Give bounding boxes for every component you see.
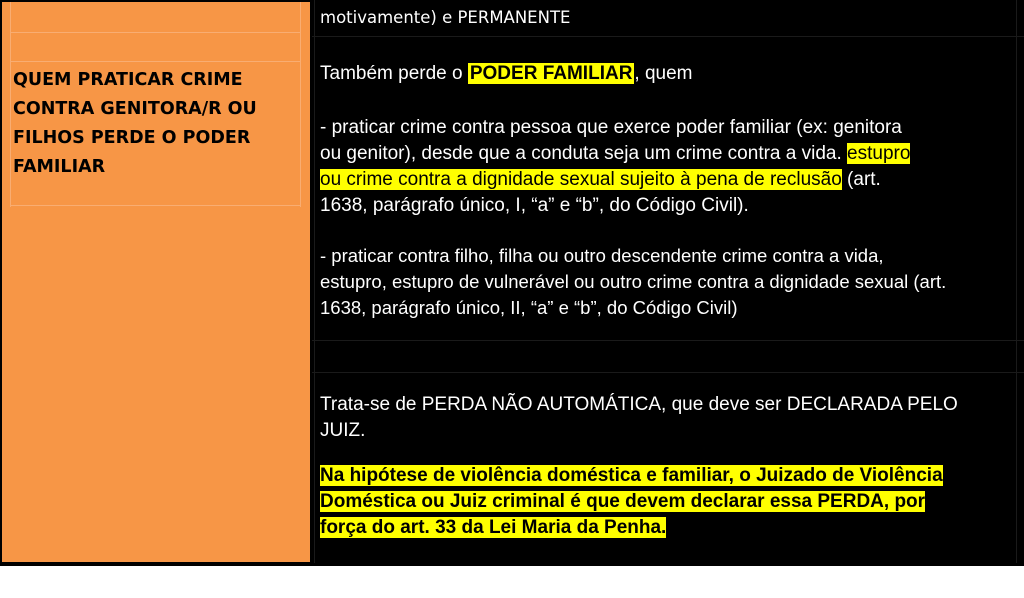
left-gridline [10, 32, 300, 33]
para1-line2-text: ou genitor), desde que a conduta seja um crime contra a vida. [320, 143, 848, 164]
left-vline [10, 2, 11, 207]
para4-line1 [320, 463, 1015, 489]
para4-line2 [320, 489, 1015, 515]
para1-line2 [320, 141, 1015, 167]
para3-line1: Trata-se de PERDA NÃO AUTOMÁTICA, que deve ser DECLARADA PELO [320, 394, 958, 415]
para4-line1-highlight: Na hipótese de violência doméstica e familiar, o Juizado de Violência [320, 465, 943, 486]
poder-familiar-highlight: PODER FAMILIAR [469, 63, 633, 84]
left-title: QUEM PRATICAR CRIME CONTRA GENITORA/R OU FILHOS PERDE O PODER FAMILIAR [13, 70, 257, 177]
para1-line4: 1638, parágrafo único, I, “a” e “b”, do Código Civil). [320, 195, 749, 216]
left-gridline [10, 61, 300, 62]
para1-line2-highlight: estupro [847, 143, 911, 164]
para1-line3 [320, 167, 1015, 193]
para4-line2-highlight: Doméstica ou Juiz criminal é que devem declarar essa PERDA, por [320, 491, 926, 512]
right-vline [314, 0, 315, 563]
para3-line2: JUIZ. [320, 420, 366, 441]
bottom-border [0, 563, 1024, 566]
para1-line3-highlight: ou crime contra a dignidade sexual sujeito à pena de reclusão [320, 169, 842, 190]
para2-line2: estupro, estupro de vulnerável ou outro crime contra a dignidade sexual (art. [320, 271, 947, 292]
left-cell [2, 2, 310, 562]
paragraph-crime-against-parent [320, 115, 1015, 219]
top-line: motivamente) e PERMANENTE [320, 8, 571, 27]
right-gridline [312, 36, 1024, 37]
left-gridline [10, 205, 300, 206]
para4-line3-highlight: força do art. 33 da Lei Maria da Penha. [320, 517, 667, 538]
para2-line1: - praticar contra filho, filha ou outro descendente crime contra a vida, [320, 245, 884, 266]
paragraph-non-automatic-loss [320, 392, 1015, 444]
para1-line1: - praticar crime contra pessoa que exerce poder familiar (ex: genitora [320, 117, 902, 138]
also-lose-suffix: , quem [634, 63, 693, 84]
paragraph-domestic-violence [320, 463, 1015, 541]
also-lose-line [320, 63, 693, 85]
also-lose-prefix: Também perde o [320, 63, 468, 84]
para4-line3 [320, 515, 1015, 541]
right-vline [1016, 0, 1017, 563]
para1-line3-text: (art. [841, 169, 881, 190]
right-gridline [312, 372, 1024, 373]
right-gridline [312, 340, 1024, 341]
paragraph-crime-against-child [320, 243, 1015, 321]
para2-line3: 1638, parágrafo único, II, “a” e “b”, do Código Civil) [320, 297, 738, 318]
